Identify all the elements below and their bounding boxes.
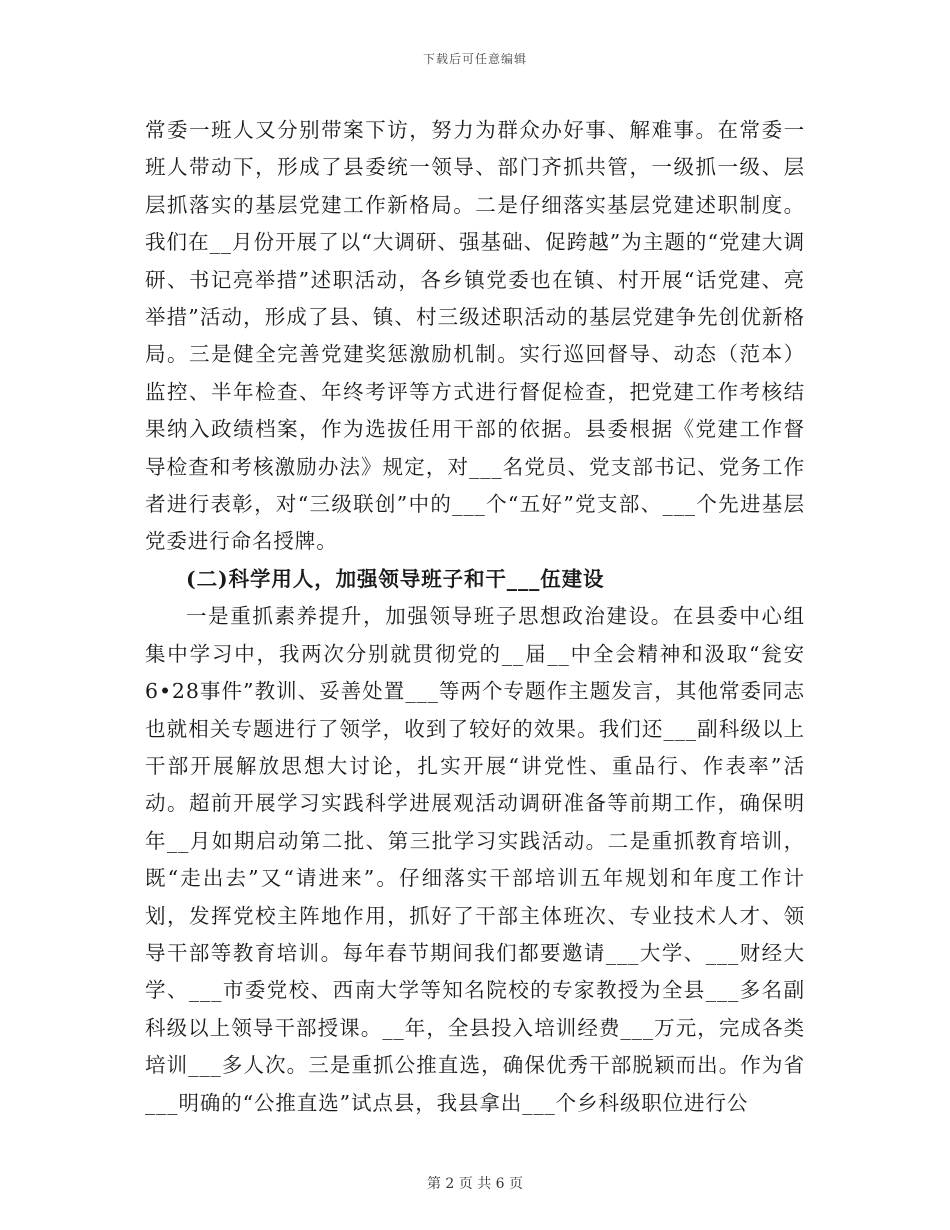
- page-header: 下载后可任意编辑: [422, 52, 527, 66]
- document-body: [145, 112, 805, 1122]
- body-paragraph: 一是重抓素养提升，加强领导班子思想政治建设。在县委中心组集中学习中，我两次分别就贯彻党的__届__中全会精神和汲取“瓮安6•28事件”教训、妥善处置___等两个专题作主题发言，其他常委同志也就相关专题进行了领学，收到了较好的效果。我们还___副科级以上干部开展解放思想大讨论，扎实开展“讲党性、重品行、作表率”活动。超前开展学习实践科学进展观活动调研准备等前期工作，确保明年__月如期启动第二批、第三批学习实践活动。二是重抓教育培训，既“走出去”又“请进来”。仔细落实干部培训五年规划和年度工作计划，发挥党校主阵地作用，抓好了干部主体班次、专业技术人才、领导干部等教育培训。每年春节期间我们都要邀请___大学、___财经大学、___市委党校、西南大学等知名院校的专家教授为全县___多名副科级以上领导干部授课。__年，全县投入培训经费___万元，完成各类培训___多人次。三是重抓公推直选，确保优秀干部脱颖而出。作为省___明确的“公推直选”试点县，我县拿出___个乡科级职位进行公: [145, 604, 805, 1115]
- section-heading: (二)科学用人，加强领导班子和干___伍建设: [186, 566, 605, 591]
- page-footer: 第 2 页 共 6 页: [426, 1176, 524, 1192]
- body-paragraph-continued: 常委一班人又分别带案下访，努力为群众办好事、解难事。在常委一班人带动下，形成了县委统一领导、部门齐抓共管，一级抓一级、层层抓落实的基层党建工作新格局。二是仔细落实基层党建述职制度。我们在__月份开展了以“大调研、强基础、促跨越”为主题的“党建大调研、书记亮举措”述职活动，各乡镇党委也在镇、村开展“话党建、亮举措”活动，形成了县、镇、村三级述职活动的基层党建争先创优新格局。三是健全完善党建奖惩激励机制。实行巡回督导、动态（范本）监控、半年检查、年终考评等方式进行督促检查，把党建工作考核结果纳入政绩档案，作为选拔任用干部的依据。县委根据《党建工作督导检查和考核激励办法》规定，对___名党员、党支部书记、党务工作者进行表彰，对“三级联创”中的___个“五好”党支部、___个先进基层党委进行命名授牌。: [145, 118, 805, 554]
